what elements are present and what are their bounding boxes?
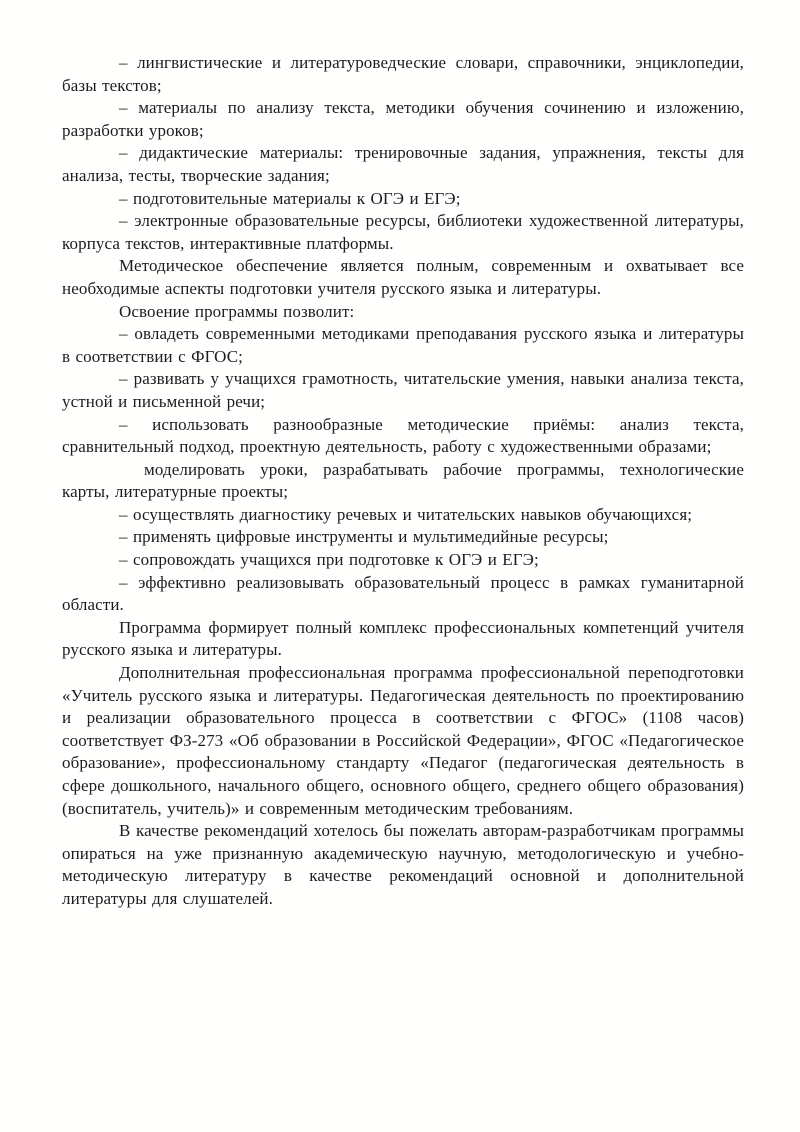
paragraph: – лингвистические и литературоведческие словари, справочники, энциклопедии, базы текстов; bbox=[62, 53, 744, 95]
paragraph: Освоение программы позволит: bbox=[119, 301, 355, 321]
paragraph: – сопровождать учащихся при подготовке к ОГЭ и ЕГЭ; bbox=[119, 550, 539, 570]
paragraph: – материалы по анализу текста, методики обучения сочинению и изложению, разработки уроков; bbox=[62, 98, 744, 140]
paragraph: моделировать уроки, разрабатывать рабочие программы, технологические карты, литературные проекты; bbox=[62, 459, 744, 502]
paragraph: – эффективно реализовывать образовательный процесс в рамках гуманитарной области. bbox=[62, 572, 744, 615]
paragraph: – дидактические материалы: тренировочные задания, упражнения, тексты для анализа, тесты, творческие задания; bbox=[62, 143, 744, 185]
paragraph: – овладеть современными методиками преподавания русского языка и литературы в соответствии с ФГОС; bbox=[62, 324, 744, 366]
paragraph: – использовать разнообразные методические приёмы: анализ текста, сравнительный подход, проектную деятельность, работу с художественными образами; bbox=[62, 414, 744, 457]
paragraph: – осуществлять диагностику речевых и читательских навыков обучающихся; bbox=[119, 504, 693, 524]
paragraph: Программа формирует полный комплекс профессиональных компетенций учителя русского языка и литературы. bbox=[62, 617, 744, 660]
document-body bbox=[62, 52, 744, 911]
paragraph: В качестве рекомендаций хотелось бы пожелать авторам-разработчикам программы опираться на уже признанную академическую научную, методологическую и учебно-методическую литературу в качестве рекомендаций основной и дополнительной литературы для слушателей. bbox=[62, 821, 744, 908]
paragraph: – развивать у учащихся грамотность, читательские умения, навыки анализа текста, устной и письменной речи; bbox=[62, 369, 744, 411]
paragraph: – подготовительные материалы к ОГЭ и ЕГЭ; bbox=[119, 188, 461, 208]
paragraph: – применять цифровые инструменты и мультимедийные ресурсы; bbox=[119, 527, 609, 547]
paragraph: Методическое обеспечение является полным, современным и охватывает все необходимые аспекты подготовки учителя русского языка и литературы. bbox=[62, 256, 744, 298]
paragraph: Дополнительная профессиональная программа профессиональной переподготовки «Учитель русского языка и литературы. Педагогическая деятельность по проектированию и реализации образовательного процесса в соответствии с ФГОС» (1108 часов) соответствует ФЗ-273 «Об образовании в Российской Федерации», ФГОС «Педагогическое образование», профессиональному стандарту «Педагог (педагогическая деятельность в сфере дошкольного, начального общего, основного общего, среднего общего образования) (воспитатель, учитель)» и современным методическим требованиям. bbox=[62, 663, 744, 818]
paragraph: – электронные образовательные ресурсы, библиотеки художественной литературы, корпуса текстов, интерактивные платформы. bbox=[62, 211, 744, 253]
